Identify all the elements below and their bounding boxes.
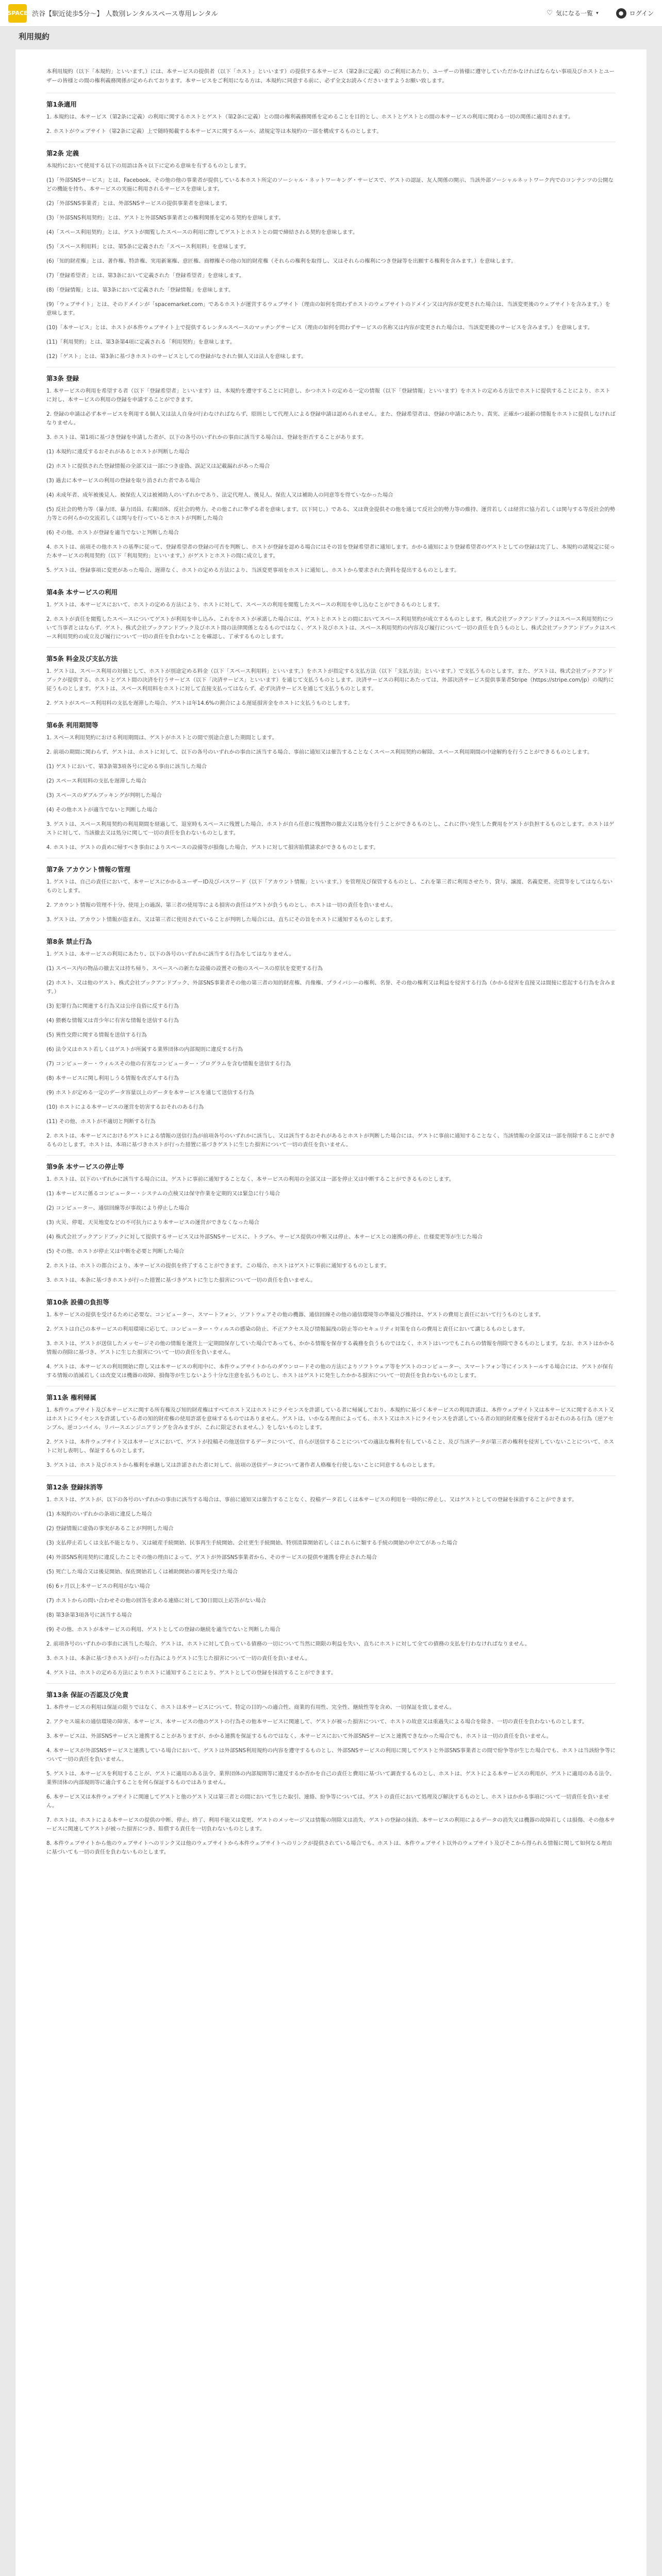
section-paragraph: 4. ホストは、前項その他ホストの基準に従って、登録希望者の登録の可否を判断し、ホストが登録を認める場合にはその旨を登録希望者に通知します。かかる通知により登録希望者のゲストとしての登録は完了し、本規約の諸規定に従った本サービスの利用契約（以下「利用契約」といいます。）がゲストとホストの間に成立します。 [46,544,615,559]
section-paragraph: (6) 法令又はホスト若しくはゲストが所属する業界団体の内部規則に違反する行為 [46,1046,243,1053]
section-title: 第9条 本サービスの停止等 [46,1163,124,1171]
section-title: 第1条適用 [46,100,77,108]
section-paragraph: (4) 株式会社ブックアンドブックに対して提供するサービス又は外部SNSサービスに、トラブル、サービス提供の中断又は停止、本サービスとの連携の停止、仕様変更等が生じた場合 [46,1234,483,1240]
section-paragraph: (5) その他、ホストが停止又は中断を必要と判断した場合 [46,1248,185,1255]
section-paragraph: (6) 6ヶ月以上本サービスの利用がない場合 [46,1583,151,1589]
section-paragraph: 2. アクセス端末の通信環境の障害、本サービス、本サービスの他のゲストの行為その他本サービスに関連して、ゲストが被った損害について、ホストの故意又は重過失による場合を除き、一切の責任を負わないものとします。 [46,1719,588,1725]
section-paragraph: (3)「外部SNS利用契約」とは、ゲストと外部SNS事業者との権利関係を定める契約を意味します。 [46,215,284,221]
section-paragraph: 1. ゲストは、本サービスの利用にあたり、以下の各号のいずれかに該当する行為をしてはなりません。 [46,951,294,957]
section-paragraph: 5. ゲストは、登録事項に変更があった場合、遅滞なく、ホストの定める方法により、当該変更事項をホストに通知し、ホストから要求された資料を提出するものとします。 [46,567,460,573]
section-paragraph: 2. 前項の期間に関わらず、ゲストは、ホストに対して、以下の各号のいずれかの事由に該当する場合、事前に通知又は催告することなくスペース利用契約の解除、スペース利用期間の中途解約を行うことができるものとします。 [46,749,593,755]
section-paragraph: (4) その他ホストが適当でないと判断した場合 [46,807,158,813]
section-paragraph: 4. ゲストは、本サービスの利用開始に際し又は本サービスの利用中に、本件ウェブサイトからのダウンロードその他の方法によりソフトウェア等をゲストのコンピューター、スマートフォン等にインストールする場合には、ゲストが保有する情報の消滅若しくは改変又は機器の故障、損傷等が生じないよう十分な注意を払うものとし、ホストはゲストに発生したかかる損害について一切責任を負わないものとします。 [46,1364,614,1379]
section-paragraph: (12)「ゲスト」とは、第3条に基づきホストのサービスとしての登録がなされた個人又は法人を意味します。 [46,353,307,360]
section-paragraph: (7) コンピューター・ウィルスその他の有害なコンピューター・プログラムを含む情報を送信する行為 [46,1061,291,1067]
section-paragraph: (4) 未成年者、成年被後見人、被保佐人又は被補助人のいずれかであり、法定代理人、後見人、保佐人又は補助人の同意等を得ていなかった場合 [46,492,393,498]
section-paragraph: 3. ホストは、ゲストが送信したメッセージその他の情報を運営上一定期間保存していた場合であっても、かかる情報を保存する義務を負うものではなく、ホストはいつでもこれらの情報を削除できるものとします。なお、ホストはかかる情報の削除に基づき、ゲストに生じた損害について一切の責任を負いません。 [46,1341,615,1355]
section-paragraph: (2) 登録情報に虚偽の事実があることが判明した場合 [46,1526,174,1532]
section-paragraph: 4. ゲストは、ホストの定める方法によりホストに通知することにより、ゲストとしての登録を抹消することができます。 [46,1670,337,1676]
section-paragraph: (3) 支払停止若しくは支払不能となり、又は破産手続開始、民事再生手続開始、会社更生手続開始、特別清算開始若しくはこれらに類する手続の開始の申立てがあった場合 [46,1540,458,1546]
section-paragraph: (2) ホストに提供された登録情報の全部又は一部につき虚偽、誤記又は記載漏れがあった場合 [46,463,270,469]
section-paragraph: (10)「本サービス」とは、ホストが本件ウェブサイト上で提供するレンタルスペースのマッチングサービス（理由の如何を問わずサービスの名称又は内容が変更された場合は、当該変更後のサービスを含みます。）を意味します。 [46,325,593,331]
user-circle-icon: ● [616,8,626,19]
section-divider [46,1155,616,1156]
section-paragraph: (5) 異性交際に関する情報を送信する行為 [46,1032,147,1038]
section-paragraph: 1. 本規約は、本サービス（第2条に定義）の利用に関するホストとゲスト（第2条に定義）との間の権利義務関係を定めることを目的とし、ホストとゲストとの間の本サービスの利用に関わる一切の関係に適用されます。 [46,114,574,120]
section-paragraph: 1. 本件ウェブサイト及び本サービスに関する所有権及び知的財産権はすべてホスト又はホストにライセンスを許諾している者に帰属しており、本規約に基づく本サービスの利用許諾は、本件ウェブサイト又は本サービスに関するホスト又はホストにライセンスを許諾している者の知的財産権の使用許諾を意味するものではありません。ゲストは、いかなる理由によっても、ホスト又はホストにライセンスを許諾している者の知的財産権を侵害するおそれのある行為（逆アセンブル、逆コンパイル、リバースエンジニアリングを含みますが、これに限定されません。）をしないものとします。 [46,1407,614,1431]
section-paragraph: (2)「外部SNS事業者」とは、外部SNSサービスの提供事業者を意味します。 [46,200,231,207]
section-title: 第3条 登録 [46,375,79,382]
section-title: 第13条 保証の否認及び免責 [46,1691,129,1699]
site-logo[interactable]: SPACE [8,4,27,23]
section-paragraph: (11) その他、ホストが不適切と判断する行為 [46,1118,156,1125]
section-paragraph: (11)「利用契約」とは、第3条第4項に定義される「利用契約」を意味します。 [46,339,236,345]
section-paragraph: 本規約において使用する以下の用語は各々以下に定める意味を有するものとします。 [46,163,250,169]
section-paragraph: 2. 登録の申請は必ず本サービスを利用する個人又は法人自身が行わなければならず、原則として代理人による登録申請は認められません。また、登録希望者は、登録の申請にあたり、真実、正確かつ最新の情報をホストに提供しなければなりません。 [46,411,616,426]
section-paragraph: 1. ゲストは、自己の責任において、本サービスにかかるユーザーID及びパスワード（以下「アカウント情報」といいます。）を管理及び保管するものとし、これを第三者に利用させたり、貸与、譲渡、名義変更、売買等をしてはならないものとします。 [46,879,613,894]
section-paragraph: (7)「登録希望者」とは、第3条において定義された「登録希望者」を意味します。 [46,273,245,279]
login-link[interactable] [616,8,654,19]
section-divider [46,647,616,648]
section-paragraph: 6. 本サービス又は本件ウェブサイトに関連してゲストと他のゲスト又は第三者との間において生じた取引、連絡、紛争等については、ゲストの責任において処理及び解決するものとし、ホストはかかる事項について一切責任を負いません。 [46,1794,609,1809]
section-paragraph: 2. ホストは、ホストの都合により、本サービスの提供を終了することができます。この場合、ホストはゲストに事前に通知するものとします。 [46,1263,390,1269]
section-paragraph: 2. 前項各号のいずれかの事由に該当した場合、ゲストは、ホストに対して負っている債務の一切について当然に期限の利益を失い、直ちにホストに対して全ての債務の支払を行わなければなりません。 [46,1641,530,1647]
section-paragraph: (8)「登録情報」とは、第3条において定義された「登録情報」を意味します。 [46,287,234,293]
section-paragraph: (3) スペースのダブルブッキングが判明した場合 [46,792,162,799]
section-paragraph: (1) 本サービスに係るコンピューター・システムの点検又は保守作業を定期的又は緊急に行う場合 [46,1191,280,1197]
section-paragraph: (3) 火災、停電、天災地変などの不可抗力により本サービスの運営ができなくなった場合 [46,1219,259,1226]
section-paragraph: (9) ホストが定める一定のデータ容量以上のデータを本サービスを通じて送信する行為 [46,1090,254,1096]
section-title: 第2条 定義 [46,149,79,157]
section-paragraph: 1. ホストは、以下のいずれかに該当する場合には、ゲストに事前に通知することなく、本サービスの利用の全部又は一部を停止又は中断することができるものとします。 [46,1176,455,1182]
section-paragraph: 2. ゲストは自己の本サービスの利用環境に応じて、コンピューター・ウィルスの感染の防止、不正アクセス及び情報漏洩の防止等のセキュリティ対策を自らの費用と責任において講じるものとします。 [46,1326,528,1332]
section-paragraph: (1)「外部SNSサービス」とは、Facebook、その他の他の事業者が提供している本ホスト所定のソーシャル・ネットワーキング・サービスで、ゲストの認証、友人関係の開示、当該外部ソーシャルネットワーク内でのコンテンツの公開などの機能を持ち、本サービスの実施に利用されるサービスを意味します。 [46,177,614,192]
section-paragraph: 2. ホストは、本サービスにおけるゲストによる情報の送信行為が前項各号のいずれかに該当し、又は該当するおそれがあるとホストが判断した場合には、ゲストに事前に通知することなく、当該情報の全部又は一部を削除することができるものとします。ホストは、本項に基づきホストが行った措置に基づきゲストに生じた損害について一切の責任を負いません。 [46,1133,616,1148]
section-paragraph: 1. 本サービスの利用を希望する者（以下「登録希望者」といいます）は、本規約を遵守することに同意し、かつホストの定める一定の情報（以下「登録情報」といいます）をホストの定める方法でホストに提供することにより、ホストに対し、本サービスの利用の登録を申請することができます。 [46,388,610,403]
section-paragraph: (6)「知的財産権」とは、著作権、特許権、実用新案権、意匠権、商標権その他の知的財産権（それらの権利を取得し、又はそれらの権利につき登録等を出願する権利を含みます。）を意味します。 [46,258,517,264]
section-paragraph: 3. ゲストは、スペース利用契約の利用期間を経過して、退室時もスペースに残置した場合、ホストが自ら任意に残置物の撤去又は処分を行うことができるものとし、これに伴い発生した費用をゲストが負担するものとします。ホストはゲストに対して、当該撤去又は処分に関して一切の責任を負わないものとします。 [46,821,615,836]
top-bar [0,0,662,27]
section-paragraph: 2. ゲストがスペース利用料の支払を遅滞した場合、ゲストは年14.6%の割合による遅延損害金をホストに支払うものとします。 [46,700,353,706]
heart-icon: ♡ [547,9,553,17]
section-paragraph: (6) その他、ホストが登録を適当でないと判断した場合 [46,530,179,536]
section-paragraph: 8. 本件ウェブサイトから他のウェブサイトへのリンク又は他のウェブサイトから本件ウェブサイトへのリンクが提供されている場合でも、ホストは、本件ウェブサイト以外のウェブサイト及びそこから得られる情報に関して如何なる理由に基づいても一切の責任を負わないものとします。 [46,1840,612,1855]
section-paragraph: 1. ゲストは、スペース利用の対価として、ホストが別途定める料金（以下「スペース利用料」といいます。）をホストが指定する支払方法（以下「支払方法」といいます。）で支払うものとします。また、ゲストは、株式会社ブックアンドブックが提供する、ホストとゲスト間の決済を行うサービス（以下「決済サービス」といいます）を通じて支払うものとします。決済サービスの利用にあたっては、外部決済サービス提供事業者Stripe（https://stripe.com/jp）の規約に従うものとします。ゲストは、スペース利用料をホストに対して直接支払ってはならず、必ず決済サービスを通じて支払うものとします。 [46,668,614,692]
section-paragraph: (7) ホストからの問い合わせその他の回答を求める連絡に対して30日間以上応答がない場合 [46,1598,267,1604]
section-paragraph: 3. ホストは、本条に基づきホストが行った措置に基づきゲストに生じた損害について一切の責任を負いません。 [46,1277,316,1283]
section-paragraph: 2. アカウント情報の管理不十分、使用上の過誤、第三者の使用等による損害の責任はゲストが負うものとし、ホストは一切の責任を負いません。 [46,902,396,908]
section-paragraph: 2. ホストがウェブサイト（第2条に定義）上で随時掲載する本サービスに関するルール、諸規定等は本規約の一部を構成するものとします。 [46,128,382,134]
section-paragraph: 3. 本サービスは、外部SNSサービスと連携することがありますが、かかる連携を保証するものではなく、本サービスにおいて外部SNSサービスと連携できなかった場合でも、ホストは一切の責任を負いません。 [46,1733,552,1739]
section-paragraph: (5) 死亡した場合又は後見開始、保佐開始若しくは補助開始の審判を受けた場合 [46,1569,238,1575]
section-paragraph: 4. ホストは、ゲストの責めに帰すべき事由によりスペースの設備等が損傷した場合、ゲストに対して損害賠償請求ができるものとします。 [46,844,379,851]
section-title: 第8条 禁止行為 [46,938,92,945]
header-nav [547,8,654,19]
section-paragraph: (5)「スペース利用料」とは、第5条に定義された「スペース利用料」を意味します。 [46,244,250,250]
section-paragraph: (4)「スペース利用契約」とは、ゲストが閲覧したスペースの利用に際してゲストとホストとの間で締結される契約を意味します。 [46,229,358,235]
section-paragraph: (1) ゲストにおいて、第3条第3項各号に定める事由に該当した場合 [46,764,207,770]
section-title: 第11条 権利帰属 [46,1394,96,1401]
section-paragraph: 3. ホストは、本条に基づきホストが行った行為によりゲストに生じた損害について一切の責任を負いません。 [46,1655,310,1662]
section-title: 第5条 料金及び支払方法 [46,655,118,663]
section-paragraph: 1. 本件サービスの利用は保証の限りではなく、ホストは本サービスについて、特定の目的への適合性、商業的有用性、完全性、継続性等を含め、一切保証を致しません。 [46,1704,455,1710]
section-title: 第4条 本サービスの利用 [46,588,118,596]
section-title: 第7条 アカウント情報の管理 [46,866,130,873]
login-label: ログイン [629,10,654,17]
section-paragraph: (2) ホスト、又は他のゲスト、株式会社ブックアンドブック、外部SNS事業者その他の第三者の知的財産権、肖像権、プライバシーの権利、名誉、その他の権利又は利益を侵害する行為（かかる侵害を直接又は間接に惹起する行為を含みます。） [46,980,616,995]
section-paragraph: (9)「ウェブサイト」とは、そのドメインが「spacemarket.com」であるホストが運営するウェブサイト（理由の如何を問わずホストのウェブサイトのドメイン又は内容が変更された場合は、当該変更後のウェブサイトを含みます。）を意味します。 [46,301,610,316]
section-paragraph: (10) ホストによる本サービスの運営を妨害するおそれのある行為 [46,1104,204,1110]
section-paragraph: (2) コンピューター、通信回線等が事故により停止した場合 [46,1205,190,1211]
section-paragraph: (1) 本規約のいずれかの条項に違反した場合 [46,1511,153,1517]
section-title: 第12条 登録抹消等 [46,1483,103,1491]
section-paragraph: 3. ゲストは、ホスト及びホストから権利を承継し又は許諾された者に対して、前項の送信データについて著作者人格権を行使しないことに同意するものとします。 [46,1462,438,1468]
section-divider [46,1683,616,1684]
section-title: 第10条 設備の負担等 [46,1298,109,1306]
section-paragraph: 3. ホストは、第1項に基づき登録を申請した者が、以下の各号のいずれかの事由に該当する場合は、登録を拒否することがあります。 [46,434,367,440]
section-paragraph: 5. ゲストは、本サービスを利用することが、ゲストに適用のある法令、業界団体の内部規則等に違反するか否かを自己の責任と費用に基づいて調査するものとし、ホストは、ゲストによる本サービスの利用が、ゲストに適用のある法令、業界団体の内部規則等に適合することを何ら保証するものではありません。 [46,1771,615,1786]
section-paragraph: 1. スペース利用契約における利用期間は、ゲストがホストとの間で別途合意した期間とします。 [46,735,277,741]
section-paragraph: (3) 過去に本サービスの利用の登録を取り消された者である場合 [46,478,201,484]
section-paragraph: 1. 本サービスの提供を受けるために必要な、コンピューター、スマートフォン、ソフトウェアその他の機器、通信回線その他の通信環境等の準備及び維持は、ゲストの費用と責任において行うものとします。 [46,1312,544,1318]
section-paragraph: 7. ホストは、ホストによる本サービスの提供の中断、停止、終了、利用不能又は変更、ゲストのメッセージ又は情報の削除又は消失、ゲストの登録の抹消、本サービスの利用によるデータの消失又は機器の故障若しくは損傷、その他本サービスに関連してゲストが被った損害につき、賠償する責任を一切負わないものとします。 [46,1817,615,1832]
section-paragraph: 2. ゲストは、本件ウェブサイト又は本サービスにおいて、ゲストが投稿その他送信するデータについて、自らが送信することについての適法な権利を有していること、及び当該データが第三者の権利を侵害していないことについて、ホストに対し表明し、保証するものとします。 [46,1439,614,1454]
section-paragraph: (1) 本規約に違反するおそれがあるとホストが判断した場合 [46,449,190,455]
section-paragraph: (1) スペース内の物品の撤去又は持ち帰り、スペースへの新たな設備の設置その他のスペースの原状を変更する行為 [46,965,323,972]
favorites-label: 気になる一覧 [556,10,593,17]
section-paragraph: (2) スペース利用料の支払を遅滞した場合 [46,778,147,784]
section-paragraph: 4. 本サービスが外部SNSサービスと連携している場合において、ゲストは外部SNS利用規約の内容を遵守するものとし、外部SNSサービスの利用に関してゲストと外部SNS事業者との間で紛争等が生じた場合でも、ホストは当該紛争等について一切の責任を負いません。 [46,1748,616,1762]
section-paragraph: (9) その他、ホストが本サービスの利用、ゲストとしての登録の継続を適当でないと判断した場合 [46,1626,281,1633]
section-title: 第6条 利用期間等 [46,721,98,729]
section-paragraph: (5) 反社会的勢力等（暴力団、暴力団員、右翼団体、反社会的勢力、その他これに準ずる者を意味します。以下同じ。）である、又は資金提供その他を通じて反社会的勢力等の維持、運営若しくは経営に協力若しくは関与する等反社会的勢力等との何らかの交流若しくは関与を行っているとホストが判断した場合 [46,506,615,521]
section-paragraph: (3) 犯罪行為に関連する行為又は公序良俗に反する行為 [46,1003,179,1009]
section-paragraph: 1. ホストは、ゲストが、以下の各号のいずれかの事由に該当する場合は、事前に通知又は催告することなく、投稿データ若しくは本サービスの利用を一時的に停止し、又はゲストとしての登録を抹消することができます。 [46,1497,577,1503]
terms-document [15,49,647,2576]
page-title: 利用規約 [19,32,50,41]
chevron-down-icon: ▾ [596,10,599,16]
site-title[interactable]: 渋谷【駅近徒歩5分〜】 人数別レンタルスペース専用レンタル [32,10,218,18]
section-paragraph: (8) 第3条第3項各号に該当する場合 [46,1612,133,1618]
section-paragraph: (4) 外部SNS利用契約に違反したことその他の理由によって、ゲストが外部SNS事業者から、そのサービスの提供や連携を停止された場合 [46,1554,377,1561]
terms-sections [46,93,616,1857]
section-paragraph: 3. ゲストは、アカウント情報が盗まれ、又は第三者に使用されていることが判明した場合には、直ちにその旨をホストに通知するものとします。 [46,917,396,923]
section-paragraph: (8) 本サービスに関し利用しうる情報を改ざんする行為 [46,1075,179,1081]
favorites-link[interactable] [547,9,598,18]
section-paragraph: 2. ホストが責任を閲覧したスペースについてゲストが利用を申し込み、これをホストが承諾した場合には、ゲストとホストとの間においてスペース利用契約が成立するものとします。株式会社ブックアンドブックはスペース利用契約について当事者とはならず、ゲスト、株式会社ブックアンドブック及びホスト間の法律関係となるものではなく、ゲスト及びホストは、スペース利用契約の内容及び履行について一切の責任を負うものとし、株式会社ブックアンドブックはスペース利用契約の成立及び履行について一切の責任を負わないことを確認し、了承するものとします。 [46,616,616,640]
intro-paragraph: 本利用規約（以下「本規約」といいます。）には、本サービスの提供者（以下「ホスト」といいます）の提供する本サービス（第2条に定義）のご利用にあたり、ユーザーの皆様に遵守していただかなければならない事項及びホストとユーザーの皆様との間の権利義務関係が定められております。本サービスをご利用になる方は、本規約に同意する前に、必ず全文お読みくださいますようお願い致します。 [46,69,615,84]
section-paragraph: 1. ゲストは、本サービスにおいて、ホストの定める方法により、ホストに対して、スペースの利用を閲覧したスペースの利用を申し込むことができるものとします。 [46,602,443,608]
section-paragraph: (4) 猥褻な情報又は青少年に有害な情報を送信する行為 [46,1018,179,1024]
